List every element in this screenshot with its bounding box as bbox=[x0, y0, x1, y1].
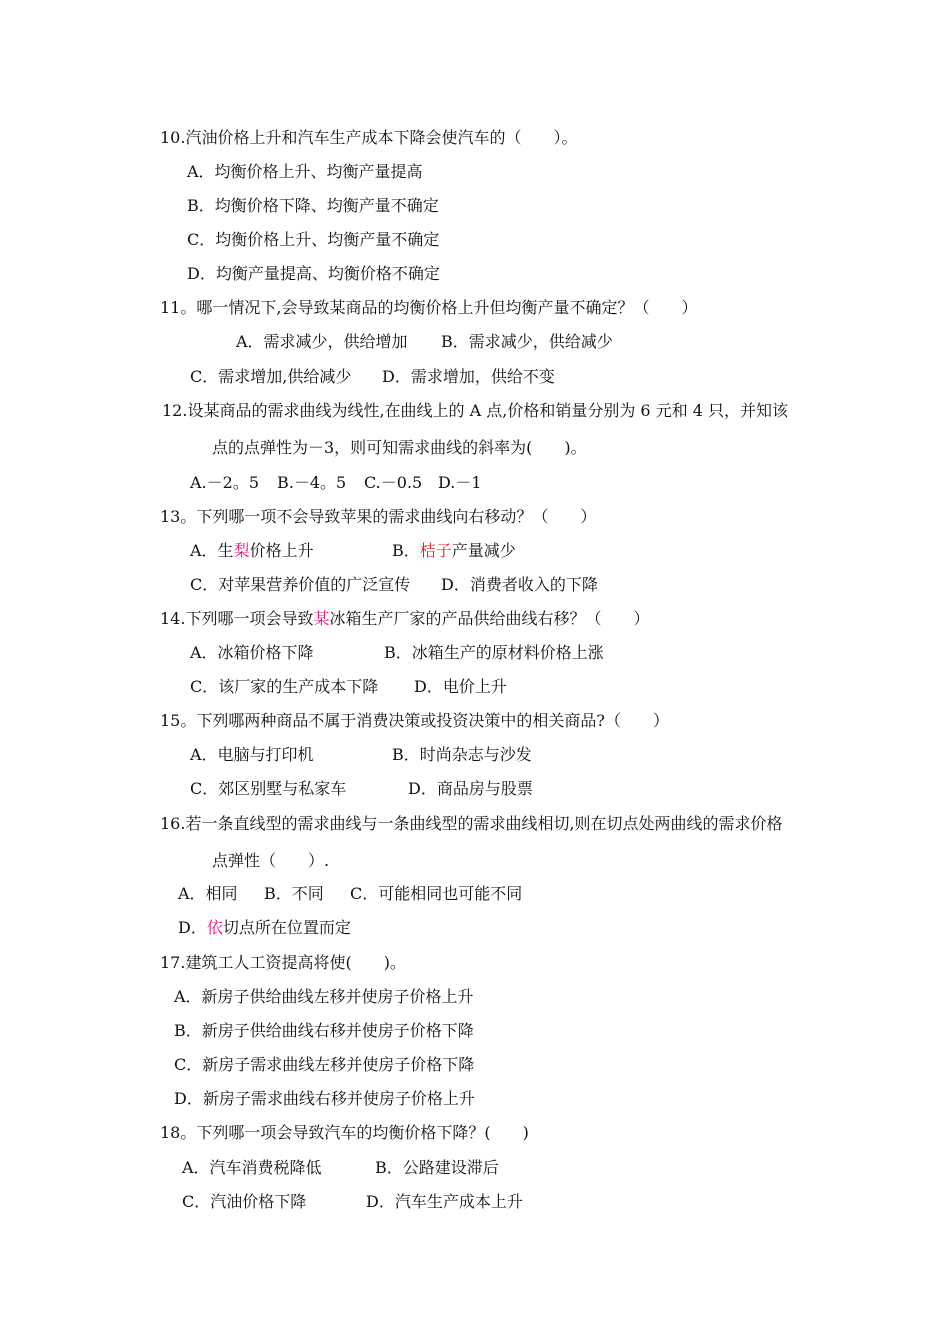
question-17-option-a: A．新房子供给曲线左移并使房子价格上升 bbox=[174, 987, 474, 1006]
question-14-option-b: B．冰箱生产的原材料价格上涨 bbox=[384, 643, 604, 662]
question-12-stem: 12.设某商品的需求曲线为线性,在曲线上的 A 点,价格和销量分别为 6 元和 4 只，并知该 bbox=[162, 401, 789, 420]
option-b-prefix: B． bbox=[392, 541, 420, 560]
option-d-prefix: D． bbox=[178, 918, 207, 937]
question-11-option-c: C．需求增加,供给减少 bbox=[190, 367, 352, 386]
question-15-option-b: B．时尚杂志与沙发 bbox=[392, 745, 532, 764]
question-13-option-c: C．对苹果营养价值的广泛宣传 bbox=[190, 575, 411, 594]
stem-suffix: 冰箱生产厂家的产品供给曲线右移？（ ） bbox=[329, 609, 650, 628]
question-10-option-b: B．均衡价格下降、均衡产量不确定 bbox=[187, 196, 439, 215]
question-10-option-a: A．均衡价格上升、均衡产量提高 bbox=[187, 162, 423, 181]
highlighted-word: 某 bbox=[313, 609, 330, 628]
question-16-stem-continued: 点弹性（ ）. bbox=[212, 851, 330, 870]
question-14-stem bbox=[160, 609, 649, 629]
stem-prefix: 14.下列哪一项会导致 bbox=[160, 609, 314, 628]
question-18-option-a: A．汽车消费税降低 bbox=[182, 1158, 322, 1177]
question-17-option-d: D．新房子需求曲线右移并使房子价格上升 bbox=[174, 1089, 475, 1108]
question-15-option-c: C．郊区别墅与私家车 bbox=[190, 779, 347, 798]
question-13-option-b bbox=[392, 541, 516, 561]
question-15-stem: 15。下列哪两种商品不属于消费决策或投资决策中的相关商品?（ ） bbox=[160, 711, 669, 730]
question-12-option-a: A.－2。5 bbox=[190, 473, 260, 492]
question-12-option-d: D.－1 bbox=[438, 473, 482, 492]
question-18-option-d: D．汽车生产成本上升 bbox=[366, 1192, 523, 1211]
option-a-prefix: A．生 bbox=[190, 541, 234, 560]
question-14-option-a: A．冰箱价格下降 bbox=[190, 643, 314, 662]
question-11-option-d: D．需求增加，供给不变 bbox=[382, 367, 555, 386]
question-16-stem: 16.若一条直线型的需求曲线与一条曲线型的需求曲线相切,则在切点处两曲线的需求价格 bbox=[160, 814, 783, 833]
question-13-option-d: D．消费者收入的下降 bbox=[441, 575, 598, 594]
option-b-suffix: 产量减少 bbox=[451, 541, 516, 560]
question-18-stem: 18。下列哪一项会导致汽车的均衡价格下降？( ) bbox=[160, 1123, 529, 1142]
question-10-option-c: C．均衡价格上升、均衡产量不确定 bbox=[187, 230, 440, 249]
question-13-option-a bbox=[190, 541, 314, 561]
highlighted-word: 依 bbox=[206, 918, 223, 937]
question-17-option-c: C．新房子需求曲线左移并使房子价格下降 bbox=[174, 1055, 475, 1074]
question-11-option-b: B．需求减少，供给减少 bbox=[441, 332, 613, 351]
question-16-option-b: B．不同 bbox=[264, 884, 324, 903]
question-12-stem-continued: 点的点弹性为－3，则可知需求曲线的斜率为( )。 bbox=[212, 438, 587, 457]
question-12-option-b: B.－4。5 bbox=[277, 473, 347, 492]
question-11-option-a: A．需求减少，供给增加 bbox=[236, 332, 408, 351]
question-13-stem: 13。下列哪一项不会导致苹果的需求曲线向右移动？（ ） bbox=[160, 507, 597, 526]
highlighted-word-orange: 桔子 bbox=[419, 541, 452, 560]
question-11-stem: 11。哪一情况下,会导致某商品的均衡价格上升但均衡产量不确定？（ ） bbox=[160, 298, 698, 317]
question-18-option-b: B．公路建设滞后 bbox=[375, 1158, 499, 1177]
option-a-suffix: 价格上升 bbox=[249, 541, 314, 560]
question-16-option-c: C．可能相同也可能不同 bbox=[350, 884, 523, 903]
question-16-option-a: A．相同 bbox=[178, 884, 238, 903]
question-10-option-d: D．均衡产量提高、均衡价格不确定 bbox=[187, 264, 440, 283]
question-17-option-b: B．新房子供给曲线右移并使房子价格下降 bbox=[174, 1021, 474, 1040]
question-17-stem: 17.建筑工人工资提高将使( )。 bbox=[160, 953, 406, 972]
question-15-option-d: D．商品房与股票 bbox=[408, 779, 533, 798]
option-d-suffix: 切点所在位置而定 bbox=[222, 918, 351, 937]
question-10-stem: 10.汽油价格上升和汽车生产成本下降会使汽车的（ ）。 bbox=[160, 128, 578, 147]
question-14-option-c: C．该厂家的生产成本下降 bbox=[190, 677, 379, 696]
question-14-option-d: D．电价上升 bbox=[414, 677, 507, 696]
question-16-option-d bbox=[178, 918, 351, 938]
question-12-option-c: C.－0.5 bbox=[364, 473, 423, 492]
question-15-option-a: A．电脑与打印机 bbox=[190, 745, 314, 764]
question-18-option-c: C．汽油价格下降 bbox=[182, 1192, 307, 1211]
highlighted-word-pear: 梨 bbox=[233, 541, 250, 560]
